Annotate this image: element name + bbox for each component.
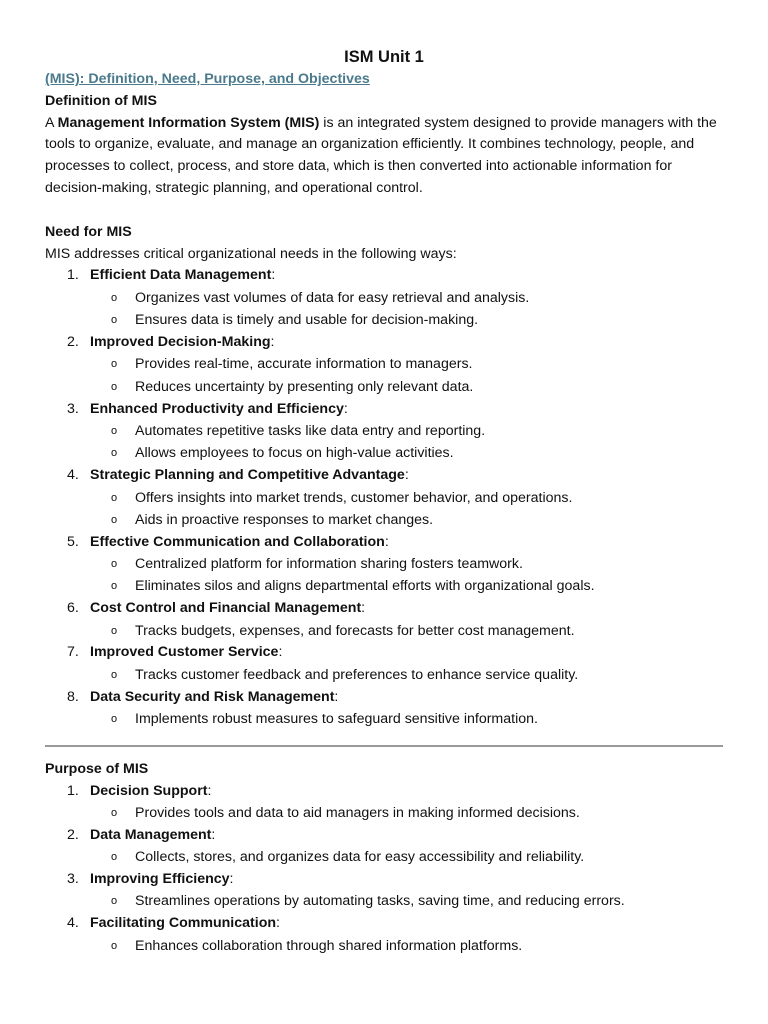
sub-point-text: Tracks budgets, expenses, and forecasts for better cost management. [135,622,575,639]
hollow-circle-bullet-icon: o [111,358,118,371]
purpose-section [45,759,723,958]
sub-point [90,554,723,576]
sub-point-text: Allows employees to focus on high-value activities. [135,445,454,462]
list-item-number: 1. [67,782,79,799]
hollow-circle-bullet-icon: o [111,424,118,437]
hollow-circle-bullet-icon: o [111,513,118,526]
list-item-title: Enhanced Productivity and Efficiency [90,400,344,417]
sub-point [90,443,723,465]
sub-point [90,665,723,687]
sub-point-text: Streamlines operations by automating tasks, saving time, and reducing errors. [135,893,625,910]
purpose-list [45,781,723,958]
document-subtitle-link[interactable]: (MIS): Definition, Need, Purpose, and Objectives [45,71,370,87]
sub-point-text: Automates repetitive tasks like data entry and reporting. [135,422,486,439]
hollow-circle-bullet-icon: o [111,713,118,726]
list-item-colon: : [334,688,339,705]
sub-point [90,891,723,913]
hollow-circle-bullet-icon: o [111,807,118,820]
definition-paragraph [45,113,723,200]
list-item-colon: : [343,400,348,417]
list-item [45,642,723,686]
section-spacer [45,200,723,222]
sub-point-text: Organizes vast volumes of data for easy retrieval and analysis. [135,289,530,306]
list-item-colon: : [270,333,275,350]
definition-body: is an integrated system designed to provide managers with the tools to organize, evaluate, and manage an organization efficiently. It combines technology, people, and processes to collect, process, and store data, which is then converted into actionable information for decision-making, strategic planning, and operational control. [45,114,717,196]
sub-point-text: Provides tools and data to aid managers in making informed decisions. [135,805,580,822]
sub-point-list [90,554,723,598]
definition-pre: A [45,114,58,131]
list-item-title: Improved Decision-Making [90,333,271,350]
sub-point-list [90,621,723,643]
sub-point-list [90,847,723,869]
need-heading: Need for MIS [45,223,132,240]
document-title: ISM Unit 1 [344,48,424,66]
list-item [45,913,723,957]
sub-point [90,510,723,532]
definition-heading: Definition of MIS [45,92,157,109]
sub-point-list [90,936,723,958]
list-item-colon: : [361,600,366,617]
hollow-circle-bullet-icon: o [111,447,118,460]
sub-point-list [90,665,723,687]
definition-term: Management Information System (MIS) [57,114,320,131]
sub-point [90,621,723,643]
sub-point [90,377,723,399]
list-item-number: 3. [67,400,79,417]
sub-point-text: Aids in proactive responses to market changes. [135,511,434,528]
list-item-title: Strategic Planning and Competitive Advantage [90,467,405,484]
list-item-number: 6. [67,600,79,617]
list-item-number: 4. [67,467,79,484]
list-item-title: Data Management [90,826,212,843]
list-item-colon: : [278,644,283,661]
sub-point-text: Provides real-time, accurate information to managers. [135,356,473,373]
hollow-circle-bullet-icon: o [111,291,118,304]
sub-point [90,310,723,332]
hollow-circle-bullet-icon: o [111,314,118,327]
list-item-title: Efficient Data Management [90,267,272,284]
list-item [45,869,723,913]
hollow-circle-bullet-icon: o [111,895,118,908]
sub-point [90,354,723,376]
list-item-title: Data Security and Risk Management [90,688,335,705]
list-item-number: 1. [67,267,79,284]
sub-point-list [90,709,723,731]
list-item [45,825,723,869]
hollow-circle-bullet-icon: o [111,624,118,637]
list-item-title: Improved Customer Service [90,644,279,661]
section-divider [45,745,723,747]
list-item-title: Cost Control and Financial Management [90,600,362,617]
list-item-number: 4. [67,915,79,932]
need-list [45,265,723,730]
list-item-number: 2. [67,333,79,350]
list-item-number: 3. [67,871,79,887]
sub-point-text: Centralized platform for information sharing fosters teamwork. [135,556,523,573]
list-item-number: 5. [67,533,79,550]
sub-point-list [90,354,723,398]
list-item-title: Improving Efficiency [90,871,230,887]
sub-point-text: Ensures data is timely and usable for decision-making. [135,312,479,329]
list-item-colon: : [207,782,212,799]
sub-point-text: Enhances collaboration through shared information platforms. [135,937,523,954]
sub-point [90,847,723,869]
list-item [45,687,723,731]
list-item [45,598,723,642]
list-item-colon: : [276,915,280,932]
hollow-circle-bullet-icon: o [111,580,118,593]
sub-point-list [90,288,723,332]
list-item [45,399,723,466]
subtitle-row [45,69,723,91]
need-section [45,222,723,731]
list-item-title: Facilitating Communication [90,915,277,932]
list-item [45,265,723,332]
list-item-number: 7. [67,644,79,661]
sub-point-list [90,891,723,913]
list-item-colon: : [229,871,234,887]
sub-point [90,803,723,825]
hollow-circle-bullet-icon: o [111,558,118,571]
list-item [45,532,723,599]
definition-section [45,91,723,200]
list-item-colon: : [211,826,216,843]
list-item-number: 2. [67,826,79,843]
sub-point-text: Eliminates silos and aligns departmental efforts with organizational goals. [135,578,595,595]
hollow-circle-bullet-icon: o [111,491,118,504]
sub-point-text: Reduces uncertainty by presenting only relevant data. [135,378,474,395]
sub-point-text: Collects, stores, and organizes data for easy accessibility and reliability. [135,849,585,866]
list-item-colon: : [384,533,389,550]
list-item [45,781,723,825]
sub-point [90,709,723,731]
sub-point-text: Offers insights into market trends, customer behavior, and operations. [135,489,573,506]
sub-point-text: Implements robust measures to safeguard sensitive information. [135,711,538,728]
sub-point [90,288,723,310]
sub-point [90,488,723,510]
sub-point-list [90,488,723,532]
list-item [45,332,723,399]
list-item-number: 8. [67,688,79,705]
hollow-circle-bullet-icon: o [111,668,118,681]
sub-point-text: Tracks customer feedback and preferences to enhance service quality. [135,666,579,683]
hollow-circle-bullet-icon: o [111,939,118,952]
list-item [45,465,723,532]
sub-point [90,576,723,598]
hollow-circle-bullet-icon: o [111,380,118,393]
list-item-title: Decision Support [90,782,208,799]
need-intro: MIS addresses critical organizational needs in the following ways: [45,245,457,262]
list-item-colon: : [404,467,409,484]
sub-point [90,936,723,958]
purpose-heading: Purpose of MIS [45,760,149,777]
sub-point-list [90,803,723,825]
sub-point-list [90,421,723,465]
list-item-title: Effective Communication and Collaboration [90,533,385,550]
sub-point [90,421,723,443]
hollow-circle-bullet-icon: o [111,851,118,864]
list-item-colon: : [271,267,276,284]
